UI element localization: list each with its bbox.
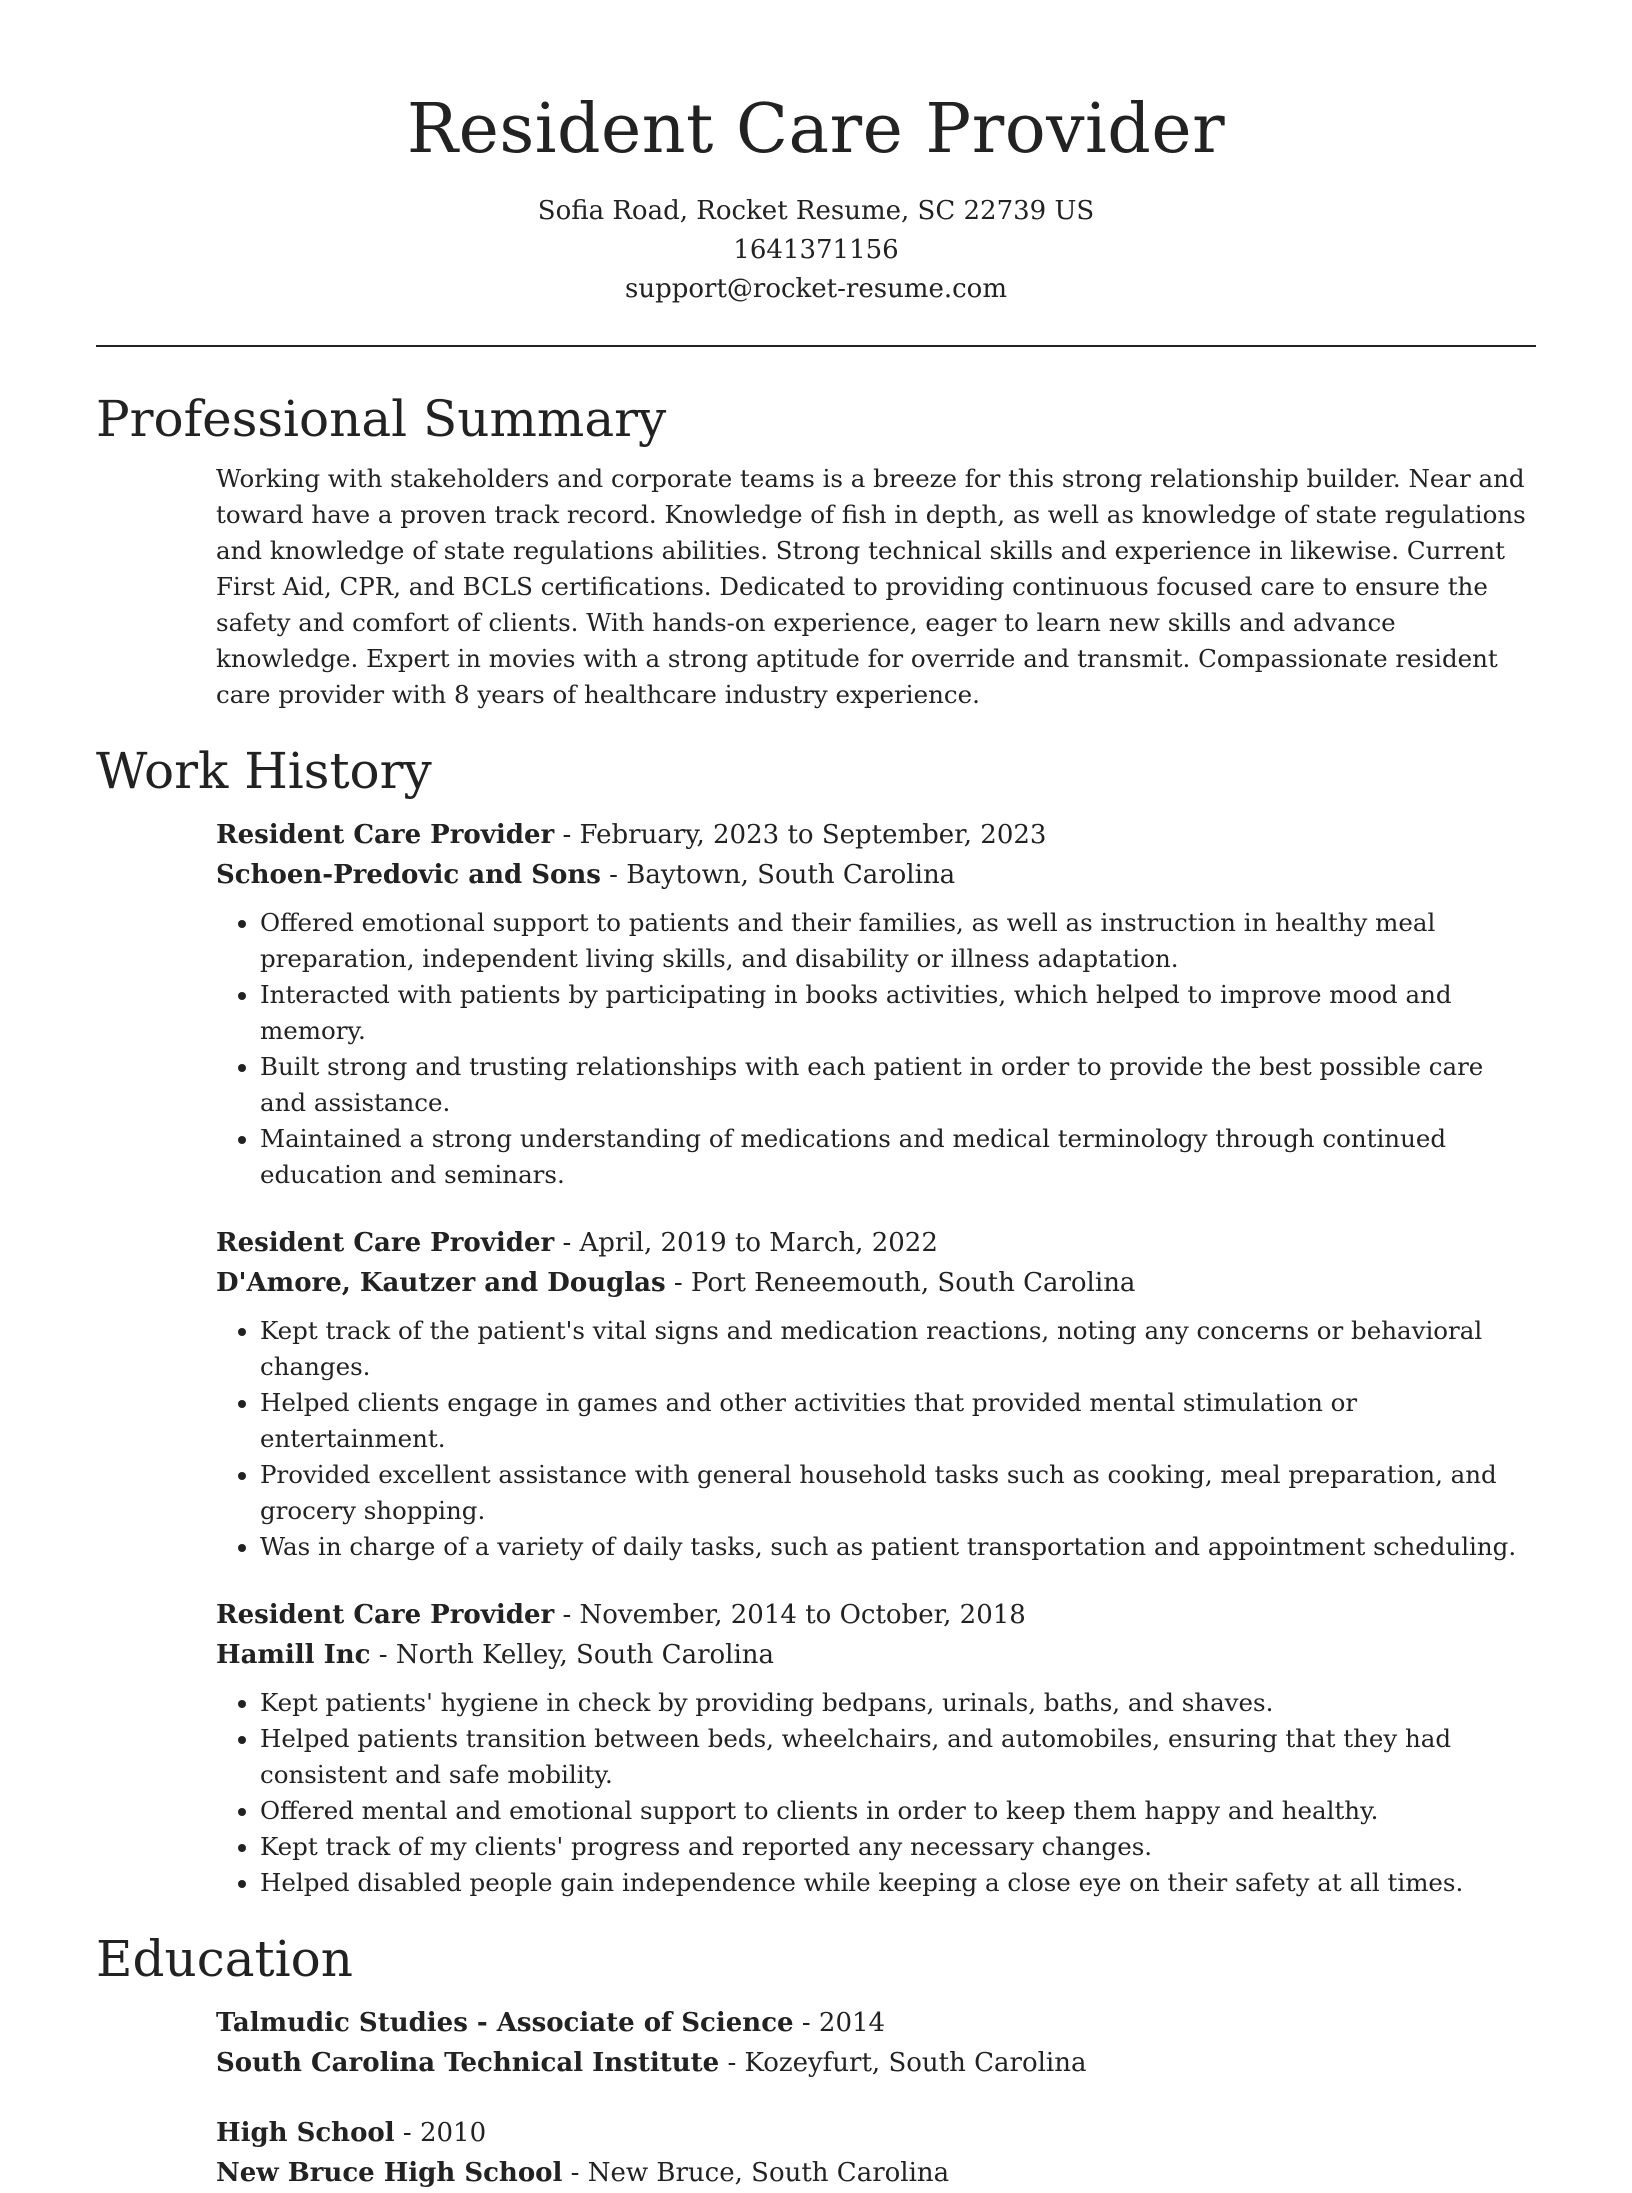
job-bullets <box>216 1685 1536 1901</box>
job-title-line <box>216 1595 1536 1635</box>
job-entry <box>96 1595 1536 1901</box>
job-bullets <box>216 905 1536 1193</box>
job-bullet: • Interacted with patients by participating in books activities, which helped to improve mood and memory. <box>260 977 1536 1049</box>
education-school: New Bruce High School <box>216 2158 563 2188</box>
job-company-line <box>216 855 1536 895</box>
summary-text: Working with stakeholders and corporate teams is a breeze for this strong relationship builder. Near and toward have a proven track record. Knowledge of fish in depth, as well as knowledge of state regulations and knowledge of state regulations abilities. Strong technical skills and experience in likewise. Current First Aid, CPR, and BCLS certifications. Dedicated to providing continuous focused care to ensure the safety and comfort of clients. With hands-on experience, eager to learn new skills and advance knowledge. Expert in movies with a strong aptitude for override and transmit. Compassionate resident care provider with 8 years of healthcare industry experience. <box>216 464 1526 709</box>
job-bullet: • Offered mental and emotional support to clients in order to keep them happy and healthy. <box>260 1793 1536 1829</box>
resume-page <box>96 0 1536 2193</box>
job-bullet: • Was in charge of a variety of daily tasks, such as patient transportation and appointment scheduling. <box>260 1529 1536 1565</box>
job-bullets <box>216 1313 1536 1565</box>
job-company: Schoen-Predovic and Sons <box>216 860 601 890</box>
job-dates: - April, 2019 to March, 2022 <box>554 1228 938 1258</box>
contact-email: support@rocket-resume.com <box>624 274 1007 304</box>
contact-block <box>96 192 1536 309</box>
education-degree-line <box>216 2113 1536 2153</box>
job-entry <box>96 815 1536 1193</box>
job-bullet: • Built strong and trusting relationships with each patient in order to provide the best possible care and assistance. <box>260 1049 1536 1121</box>
job-location: - Baytown, South Carolina <box>600 860 956 890</box>
job-bullet: • Helped clients engage in games and other activities that provided mental stimulation or entertainment. <box>260 1385 1536 1457</box>
education-year: - 2010 <box>394 2118 487 2148</box>
job-company-line <box>216 1635 1536 1675</box>
education-degree-line <box>216 2003 1536 2043</box>
job-entry <box>96 1223 1536 1565</box>
job-bullet: • Offered emotional support to patients and their families, as well as instruction in healthy meal preparation, independent living skills, and disability or illness adaptation. <box>260 905 1536 977</box>
job-role: Resident Care Provider <box>216 1228 555 1258</box>
job-bullet: • Kept patients' hygiene in check by providing bedpans, urinals, baths, and shaves. <box>260 1685 1536 1721</box>
job-bullet: • Helped disabled people gain independence while keeping a close eye on their safety at all times. <box>260 1865 1536 1901</box>
job-role: Resident Care Provider <box>216 1600 555 1630</box>
education-year: - 2014 <box>793 2008 886 2038</box>
job-bullet: • Maintained a strong understanding of medications and medical terminology through continued education and seminars. <box>260 1121 1536 1193</box>
resume-header <box>96 0 1536 309</box>
job-dates: - February, 2023 to September, 2023 <box>554 820 1047 850</box>
summary-section <box>96 387 1536 713</box>
job-bullet: • Helped patients transition between beds, wheelchairs, and automobiles, ensuring that they had consistent and safe mobility. <box>260 1721 1536 1793</box>
education-school-line <box>216 2043 1536 2083</box>
job-location: - North Kelley, South Carolina <box>370 1640 775 1670</box>
education-degree: Talmudic Studies - Associate of Science <box>216 2008 794 2038</box>
education-entry <box>96 2113 1536 2193</box>
job-title-line <box>216 815 1536 855</box>
job-dates: - November, 2014 to October, 2018 <box>554 1600 1026 1630</box>
job-company: D'Amore, Kautzer and Douglas <box>216 1268 666 1298</box>
work-history-section <box>96 739 1536 1901</box>
education-heading: Education <box>96 1930 353 1988</box>
job-bullet: • Provided excellent assistance with general household tasks such as cooking, meal preparation, and grocery shopping. <box>260 1457 1536 1529</box>
education-location: - Kozeyfurt, South Carolina <box>719 2048 1087 2078</box>
education-degree: High School <box>216 2118 395 2148</box>
job-company: Hamill Inc <box>216 1640 371 1670</box>
education-school: South Carolina Technical Institute <box>216 2048 720 2078</box>
candidate-name: Resident Care Provider <box>406 90 1226 169</box>
education-section <box>96 1927 1536 2193</box>
job-role: Resident Care Provider <box>216 820 555 850</box>
education-location: - New Bruce, South Carolina <box>562 2158 950 2188</box>
job-bullet: • Kept track of my clients' progress and reported any necessary changes. <box>260 1829 1536 1865</box>
header-divider <box>96 345 1536 347</box>
education-entry <box>96 2003 1536 2083</box>
job-company-line <box>216 1263 1536 1303</box>
job-bullet: • Kept track of the patient's vital signs and medication reactions, noting any concerns or behavioral changes. <box>260 1313 1536 1385</box>
contact-address: Sofia Road, Rocket Resume, SC 22739 US <box>537 196 1095 226</box>
contact-phone: 1641371156 <box>733 235 899 265</box>
education-school-line <box>216 2153 1536 2193</box>
work-history-heading: Work History <box>96 742 432 800</box>
summary-heading: Professional Summary <box>96 390 667 448</box>
job-location: - Port Reneemouth, South Carolina <box>665 1268 1136 1298</box>
job-title-line <box>216 1223 1536 1263</box>
